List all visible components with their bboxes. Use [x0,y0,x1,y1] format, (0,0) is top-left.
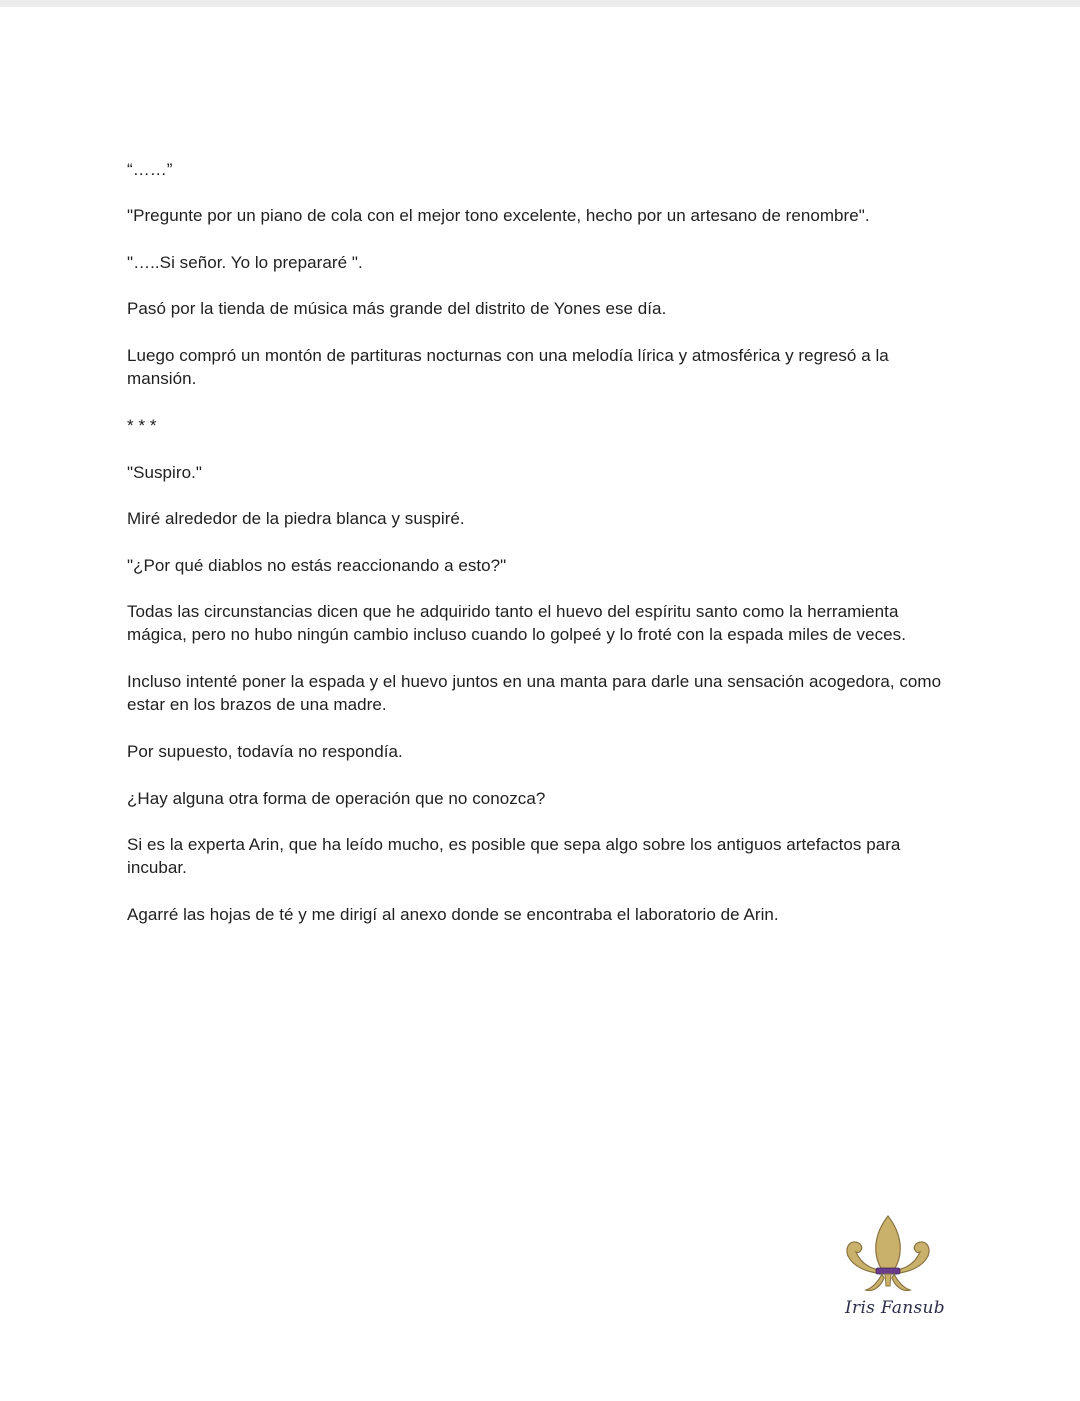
paragraph-11: Por supuesto, todavía no respondía. [127,742,403,761]
paragraph-9: Todas las circunstancias dicen que he adquirido tanto el huevo del espíritu santo como la herramienta mágica, pero no hubo ningún cambio incluso cuando lo golpeé y lo froté con la espada miles de veces. [127,602,906,644]
paragraph-14: Agarré las hojas de té y me dirigí al anexo donde se encontraba el laboratorio de Arin. [127,905,779,924]
paragraph-10: Incluso intenté poner la espada y el huevo juntos en una manta para darle una sensación acogedora, como estar en los brazos de una madre. [127,672,942,714]
paragraph-1: “……” [127,160,173,179]
paragraph-6: "Suspiro." [127,463,202,482]
paragraph-13: Si es la experta Arin, que ha leído mucho, es posible que sepa algo sobre los antiguos artefactos para incubar. [127,835,901,877]
watermark-text: Iris Fansub [845,1298,945,1318]
paragraph-4: Pasó por la tienda de música más grande del distrito de Yones ese día. [127,299,667,318]
paragraph-2: "Pregunte por un piano de cola con el mejor tono excelente, hecho por un artesano de renombre". [127,206,870,225]
paragraph-8: "¿Por qué diablos no estás reaccionando a esto?" [127,556,507,575]
paragraph-7: Miré alrededor de la piedra blanca y suspiré. [127,509,465,528]
paragraph-12: ¿Hay alguna otra forma de operación que no conozca? [127,789,546,808]
paragraph-3: "…..Si señor. Yo lo prepararé ". [127,253,363,272]
paragraph-5: Luego compró un montón de partituras nocturnas con una melodía lírica y atmosférica y regresó a la mansión. [127,346,889,388]
scene-break: * * * [127,416,157,435]
